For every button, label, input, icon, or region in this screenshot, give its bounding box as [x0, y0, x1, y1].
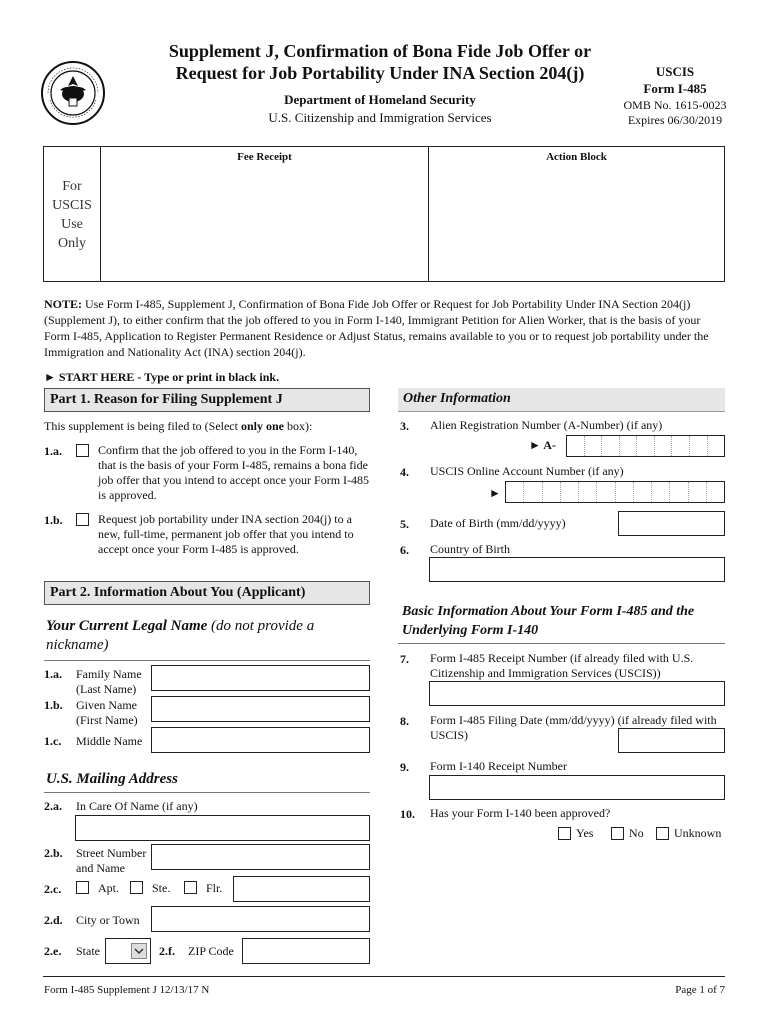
uscis-use-only-box	[43, 146, 725, 282]
uscis-label: USCIS	[655, 64, 695, 79]
note-paragraph	[44, 296, 724, 360]
field-1b-number: 1.b.	[44, 698, 63, 712]
q5-label: Date of Birth (mm/dd/yyyy)	[430, 516, 566, 530]
i140-approved-yes-checkbox[interactable]	[558, 827, 571, 840]
date-of-birth-input[interactable]	[618, 511, 725, 536]
action-block-area	[429, 147, 724, 281]
unknown-label: Unknown	[674, 826, 722, 840]
unit-number-input[interactable]	[233, 876, 370, 902]
field-2b-label: Street Number and Name	[76, 846, 147, 875]
other-info-title: Other Information	[403, 391, 511, 406]
yes-label: Yes	[576, 826, 594, 840]
fee-receipt-area	[101, 147, 429, 281]
field-2e-number: 2.e.	[44, 944, 62, 958]
field-1a-label: Family Name (Last Name)	[76, 667, 142, 696]
dhs-seal	[40, 60, 106, 126]
agency-name: U.S. Citizenship and Immigration Services	[268, 110, 492, 125]
q8-label: Form I-485 Filing Date (mm/dd/yyyy) (if already filed with USCIS)	[430, 713, 717, 742]
part1-intro: This supplement is being filed to (Select only one box):	[44, 419, 313, 433]
country-of-birth-input[interactable]	[429, 557, 725, 582]
q3-label: Alien Registration Number (A-Number) (if any)	[430, 418, 663, 432]
field-2c-number: 2.c.	[44, 882, 62, 896]
field-1b-label: Given Name (First Name)	[76, 698, 138, 727]
other-info-header	[398, 388, 725, 412]
q4-number: 4.	[400, 465, 409, 479]
part2-header	[44, 581, 370, 605]
state-select[interactable]	[105, 938, 151, 964]
no-label: No	[629, 826, 644, 840]
note-text: Use Form I-485, Supplement J, Confirmation of Bona Fide Job Offer or Request for Job Portability Under INA Section 204(j) (Supplement J), to either confirm that the job offered to you in Form I-140, Immigrant Petition for Alien Worker, that is the basis of your Form I-485, Application to Register Permanent Residence or Adjust Status, remains available to you or to request job portability under the Immigration and Nationality Act (INA) section 204(j).	[44, 297, 709, 359]
q6-label: Country of Birth	[430, 542, 510, 556]
q5-number: 5.	[400, 517, 409, 531]
basic-info-heading: Basic Information About Your Form I-485 and the Underlying Form I-140	[402, 604, 695, 638]
q10-number: 10.	[400, 807, 415, 821]
start-here-instruction: ► START HERE - Type or print in black ink.	[44, 370, 280, 384]
part2-title: Part 2. Information About You (Applicant)	[50, 585, 306, 600]
i140-approved-unknown-checkbox[interactable]	[656, 827, 669, 840]
state-dropdown-button[interactable]	[131, 943, 147, 959]
i485-receipt-input[interactable]	[429, 681, 725, 706]
basic-info-rule	[398, 643, 725, 644]
for-uscis-use-only-label: For USCIS Use Only	[44, 147, 101, 281]
department-name: Department of Homeland Security	[284, 92, 476, 107]
i140-approved-no-checkbox[interactable]	[611, 827, 624, 840]
a-number-input[interactable]	[566, 435, 725, 457]
field-2d-label: City or Town	[76, 913, 140, 927]
part1-header	[44, 388, 370, 412]
note-label: NOTE:	[44, 297, 83, 311]
apt-label: Apt.	[98, 881, 119, 895]
form-number: Form I-485	[643, 81, 707, 96]
footer-page-number: Page 1 of 7	[675, 984, 725, 996]
i485-filing-date-input[interactable]	[618, 728, 725, 753]
given-name-input[interactable]	[151, 696, 370, 722]
ste-checkbox[interactable]	[130, 881, 143, 894]
street-input[interactable]	[151, 844, 370, 870]
q8-number: 8.	[400, 714, 409, 728]
field-2f-number: 2.f.	[159, 944, 175, 958]
field-2a-number: 2.a.	[44, 799, 62, 813]
field-2a-label: In Care Of Name (if any)	[76, 799, 198, 813]
item-1b-number: 1.b.	[44, 513, 63, 527]
q7-number: 7.	[400, 652, 409, 666]
flr-label: Flr.	[206, 881, 223, 895]
mailing-address-rule	[44, 792, 370, 793]
form-title: Supplement J, Confirmation of Bona Fide Job Offer or Request for Job Portability Under INA Section 204(j)	[168, 41, 592, 83]
in-care-of-input[interactable]	[75, 815, 370, 841]
footer-rule	[43, 976, 725, 977]
account-number-prefix: ►	[489, 486, 501, 500]
zip-code-input[interactable]	[242, 938, 370, 964]
city-input[interactable]	[151, 906, 370, 932]
field-2e-label: State	[76, 944, 100, 958]
item-1a-number: 1.a.	[44, 444, 62, 458]
uscis-account-input[interactable]	[505, 481, 725, 503]
middle-name-input[interactable]	[151, 727, 370, 753]
q3-number: 3.	[400, 419, 409, 433]
q9-label: Form I-140 Receipt Number	[430, 759, 567, 773]
field-2f-label: ZIP Code	[188, 944, 234, 958]
item-1b-checkbox[interactable]	[76, 513, 89, 526]
footer-form-edition: Form I-485 Supplement J 12/13/17 N	[44, 984, 210, 996]
q4-label: USCIS Online Account Number (if any)	[430, 464, 624, 478]
q9-number: 9.	[400, 760, 409, 774]
item-1b-text: Request job portability under INA section 204(j) to a new, full-time, permanent job offer that you intend to accept once your Form I-485 is approved.	[98, 512, 354, 556]
legal-name-heading: Your Current Legal Name (do not provide a nickname)	[46, 618, 315, 653]
field-2d-number: 2.d.	[44, 913, 63, 927]
field-2b-number: 2.b.	[44, 846, 63, 860]
chevron-down-icon	[132, 944, 146, 958]
flr-checkbox[interactable]	[184, 881, 197, 894]
expiration-date: Expires 06/30/2019	[627, 113, 723, 127]
field-1c-number: 1.c.	[44, 734, 62, 748]
field-1c-label: Middle Name	[76, 734, 143, 748]
item-1a-checkbox[interactable]	[76, 444, 89, 457]
family-name-input[interactable]	[151, 665, 370, 691]
q6-number: 6.	[400, 543, 409, 557]
q7-label: Form I-485 Receipt Number (if already filed with U.S. Citizenship and Immigration Services (USCIS))	[430, 651, 694, 680]
part1-title: Part 1. Reason for Filing Supplement J	[50, 392, 283, 407]
q10-label: Has your Form I-140 been approved?	[430, 806, 611, 820]
action-block-label: Action Block	[546, 151, 607, 163]
legal-name-rule	[44, 660, 370, 661]
item-1a-text: Confirm that the job offered to you in the Form I-140, that is the basis of your Form I-485, remains a bona fide job offer that you intend to accept once your Form I-485 is approved.	[98, 443, 370, 502]
omb-number: OMB No. 1615-0023	[623, 98, 727, 112]
fee-receipt-label: Fee Receipt	[237, 151, 292, 163]
apt-checkbox[interactable]	[76, 881, 89, 894]
i140-receipt-input[interactable]	[429, 775, 725, 800]
a-number-prefix: ► A-	[529, 438, 556, 452]
field-1a-number: 1.a.	[44, 667, 62, 681]
ste-label: Ste.	[152, 881, 171, 895]
mailing-address-heading: U.S. Mailing Address	[46, 771, 178, 787]
